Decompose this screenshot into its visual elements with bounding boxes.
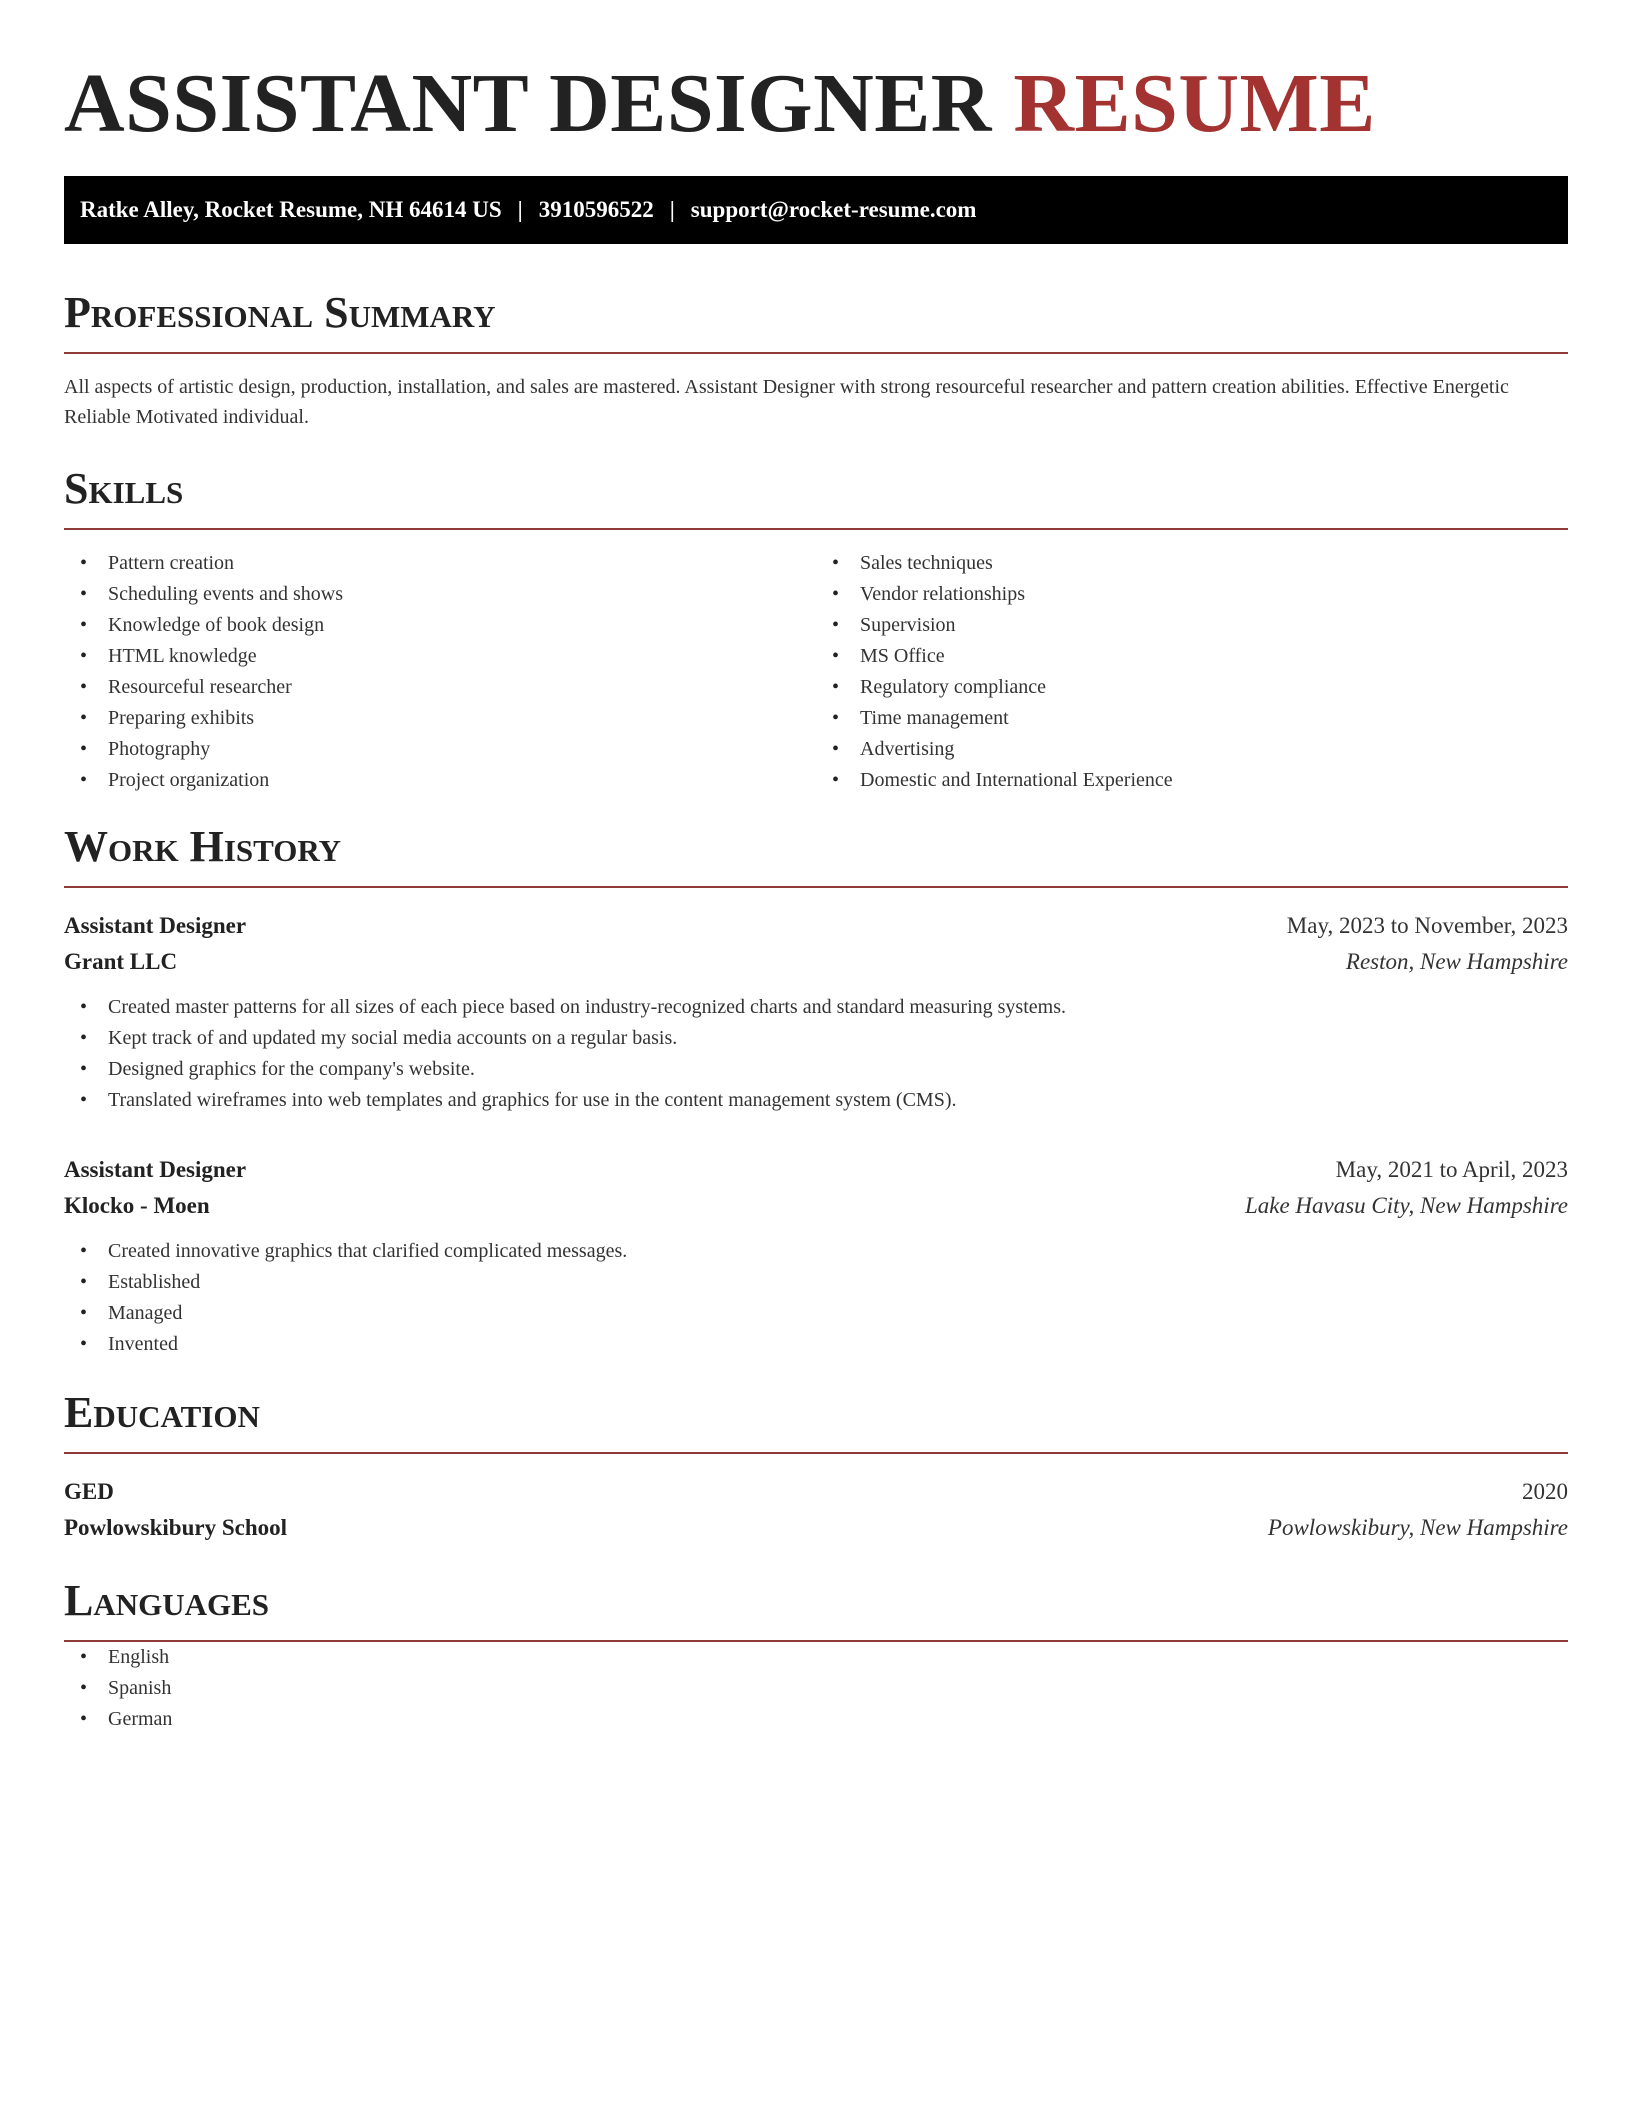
skills-section xyxy=(64,464,1568,796)
job-company-row xyxy=(64,944,1568,980)
job-duty-item: • Designed graphics for the company's website. xyxy=(64,1054,1568,1085)
education-section xyxy=(64,1388,1568,1546)
skill-item: • Time management xyxy=(816,703,1568,734)
education-degree-row xyxy=(64,1474,1568,1510)
contact-bar xyxy=(64,176,1568,244)
job-duty-item: • Managed xyxy=(64,1298,1568,1329)
education-school: Powlowskibury School xyxy=(64,1515,288,1540)
skills-list-right xyxy=(816,548,1568,796)
language-item: • English xyxy=(64,1642,1568,1673)
summary-heading: Professional Summary xyxy=(64,288,1568,354)
skill-item: • Regulatory compliance xyxy=(816,672,1568,703)
job-location: Lake Havasu City, New Hampshire xyxy=(1244,1193,1568,1218)
skill-item: • Knowledge of book design xyxy=(64,610,816,641)
skill-item: • Domestic and International Experience xyxy=(816,765,1568,796)
skill-item: • Resourceful researcher xyxy=(64,672,816,703)
skill-item: • Scheduling events and shows xyxy=(64,579,816,610)
skill-item: • Photography xyxy=(64,734,816,765)
summary-text: All aspects of artistic design, production, installation, and sales are mastered. Assistant Designer with strong resourceful researcher and pattern creation abilities. Effective Energetic Reliable Motivated individual. xyxy=(64,376,1509,428)
skill-item: • Sales techniques xyxy=(816,548,1568,579)
job-title: Assistant Designer xyxy=(64,1157,247,1182)
job-duty-item: • Invented xyxy=(64,1329,1568,1360)
title-main: ASSISTANT DESIGNER xyxy=(64,57,992,150)
skills-heading: Skills xyxy=(64,464,1568,530)
job-entry xyxy=(64,1152,1568,1360)
job-duty-item: • Created master patterns for all sizes of each piece based on industry-recognized charts and standard measuring systems. xyxy=(64,992,1568,1023)
contact-separator: | xyxy=(517,197,523,222)
job-duty-item: • Translated wireframes into web templates and graphics for use in the content management system (CMS). xyxy=(64,1085,1568,1116)
education-year: 2020 xyxy=(1522,1479,1568,1504)
language-item: • German xyxy=(64,1704,1568,1735)
title-accent: RESUME xyxy=(1013,57,1376,150)
work-history-heading: Work History xyxy=(64,822,1568,888)
languages-section xyxy=(64,1576,1568,1735)
resume-title xyxy=(64,56,1568,152)
job-dates: May, 2023 to November, 2023 xyxy=(1286,913,1568,938)
contact-email: support@rocket-resume.com xyxy=(690,197,977,222)
job-title-row xyxy=(64,908,1568,944)
job-entry xyxy=(64,908,1568,1116)
education-entry xyxy=(64,1474,1568,1546)
job-company: Klocko - Moen xyxy=(64,1193,210,1218)
skill-item: • HTML knowledge xyxy=(64,641,816,672)
languages-list xyxy=(64,1642,1568,1735)
contact-phone: 3910596522 xyxy=(538,197,654,222)
job-duties xyxy=(64,992,1568,1116)
job-location: Reston, New Hampshire xyxy=(1345,949,1568,974)
job-title: Assistant Designer xyxy=(64,913,247,938)
skills-columns xyxy=(64,548,1568,796)
education-location: Powlowskibury, New Hampshire xyxy=(1267,1515,1568,1540)
job-duty-item: • Kept track of and updated my social media accounts on a regular basis. xyxy=(64,1023,1568,1054)
summary-section xyxy=(64,288,1568,432)
work-history-section xyxy=(64,822,1568,1360)
contact-separator: | xyxy=(669,197,675,222)
job-company: Grant LLC xyxy=(64,949,178,974)
skill-item: • Supervision xyxy=(816,610,1568,641)
skill-item: • Pattern creation xyxy=(64,548,816,579)
job-duty-item: • Created innovative graphics that clarified complicated messages. xyxy=(64,1236,1568,1267)
skill-item: • Advertising xyxy=(816,734,1568,765)
education-heading: Education xyxy=(64,1388,1568,1454)
job-dates: May, 2021 to April, 2023 xyxy=(1335,1157,1568,1182)
education-degree: GED xyxy=(64,1479,114,1504)
contact-address: Ratke Alley, Rocket Resume, NH 64614 US xyxy=(80,197,502,222)
skills-list-left xyxy=(64,548,816,796)
education-school-row xyxy=(64,1510,1568,1546)
job-company-row xyxy=(64,1188,1568,1224)
job-title-row xyxy=(64,1152,1568,1188)
job-duty-item: • Established xyxy=(64,1267,1568,1298)
skill-item: • Project organization xyxy=(64,765,816,796)
skill-item: • Preparing exhibits xyxy=(64,703,816,734)
languages-heading: Languages xyxy=(64,1576,1568,1642)
job-duties xyxy=(64,1236,1568,1360)
skill-item: • MS Office xyxy=(816,641,1568,672)
skill-item: • Vendor relationships xyxy=(816,579,1568,610)
language-item: • Spanish xyxy=(64,1673,1568,1704)
